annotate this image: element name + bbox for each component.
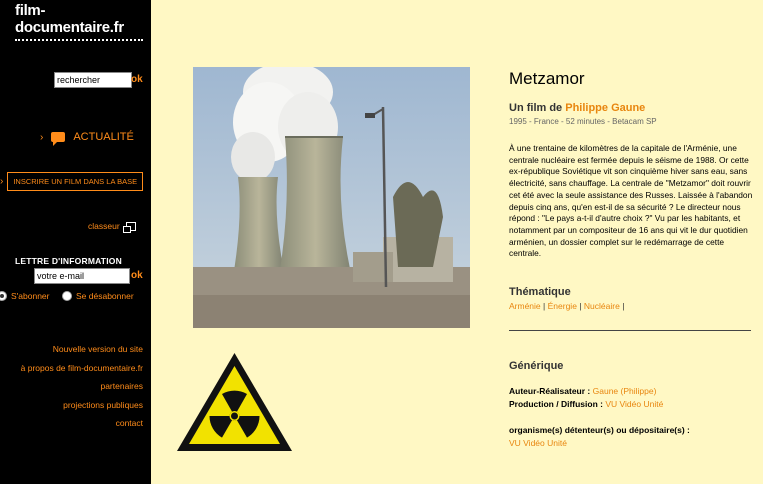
- chevron-right-icon: ›: [0, 176, 4, 187]
- credit-holder: [509, 425, 690, 435]
- film-byline: [509, 102, 645, 114]
- author-label: Auteur-Réalisateur :: [509, 386, 591, 396]
- holder-link[interactable]: VU Vidéo Unité: [509, 438, 567, 448]
- unsubscribe-option[interactable]: [62, 291, 134, 301]
- site-logo[interactable]: film-documentaire.fr: [15, 2, 124, 36]
- sidebar-link-contact[interactable]: contact: [115, 418, 143, 428]
- byline-prefix: Un film de: [509, 102, 566, 114]
- sidebar: [0, 0, 151, 484]
- production-link[interactable]: VU Vidéo Unité: [605, 399, 664, 409]
- production-label: Production / Diffusion :: [509, 399, 603, 409]
- film-photo: [193, 67, 470, 328]
- sidebar-link-nouvelle-version[interactable]: Nouvelle version du site: [52, 344, 143, 354]
- inscrire-film-link[interactable]: [0, 172, 143, 191]
- film-title: Metzamor: [509, 69, 585, 88]
- subscribe-option[interactable]: [0, 291, 50, 301]
- newsletter-title: LETTRE D'INFORMATION: [15, 256, 122, 266]
- unsubscribe-label: Se désabonner: [76, 291, 134, 301]
- radiation-warning-icon: [174, 350, 295, 454]
- newsletter-ok-button[interactable]: ok: [131, 270, 143, 281]
- chevron-right-icon: ›: [40, 131, 44, 143]
- inscrire-film-button[interactable]: INSCRIRE UN FILM DANS LA BASE: [7, 172, 143, 191]
- film-meta: 1995 - France - 52 minutes - Betacam SP: [509, 117, 657, 126]
- nav-actualite[interactable]: [40, 131, 134, 143]
- sidebar-link-partenaires[interactable]: partenaires: [100, 381, 143, 391]
- tag-nucleaire[interactable]: Nucléaire: [583, 301, 620, 311]
- subscribe-radio[interactable]: [0, 291, 7, 301]
- email-field[interactable]: [34, 268, 130, 284]
- logo-divider: [15, 39, 143, 41]
- generique-title: Générique: [509, 360, 564, 372]
- search-ok-button[interactable]: ok: [131, 74, 143, 85]
- search-input[interactable]: [54, 72, 132, 88]
- credit-author: [509, 386, 656, 396]
- nav-actualite-label: ACTUALITÉ: [73, 131, 134, 143]
- thematique-title: Thématique: [509, 286, 571, 298]
- classeur-link[interactable]: [88, 221, 136, 231]
- credit-production: [509, 399, 663, 409]
- sidebar-links: [21, 344, 143, 437]
- sidebar-link-a-propos[interactable]: à propos de film-documentaire.fr: [20, 362, 143, 373]
- speech-bubble-icon: [51, 132, 65, 142]
- sidebar-link-projections[interactable]: projections publiques: [63, 399, 143, 410]
- unsubscribe-radio[interactable]: [62, 291, 72, 301]
- tag-energie[interactable]: Énergie: [547, 301, 577, 311]
- thematique-tags: [509, 301, 624, 311]
- tag-armenie[interactable]: Arménie: [509, 301, 541, 311]
- film-description: À une trentaine de kilomètres de la capitale de l'Arménie, une centrale nucléaire est fermée depuis le séisme de 1988. Or cette ex-république Soviétique vit son cinquième hiver sans eau, sans électricité, sans chauffage. La centrale de "Metzamor" doit rouvrir cet été avec la seule assistance des Russes. Laissée à l'abandon depuis cinq ans, qu'en est-il de sa sécurité ? Le directeur nous répond : "Le pays a-t-il d'autre choix ?" Vu par les habitants, et notamment par un compositeur de 16 ans qui vit le dur quotidien arménien, un dossier complet sur le redémarrage de cette centrale.: [509, 143, 753, 259]
- tag-separator: |: [543, 301, 546, 311]
- tag-separator: |: [622, 301, 625, 311]
- holder-label: organisme(s) détenteur(s) ou dépositaire(s) :: [509, 425, 690, 435]
- section-divider: [509, 330, 751, 331]
- tag-separator: |: [579, 301, 582, 311]
- classeur-label: classeur: [88, 221, 120, 231]
- author-link[interactable]: Gaune (Philippe): [592, 386, 657, 396]
- window-icon: [126, 222, 136, 231]
- director-link[interactable]: Philippe Gaune: [565, 102, 646, 114]
- subscribe-label: S'abonner: [11, 291, 50, 301]
